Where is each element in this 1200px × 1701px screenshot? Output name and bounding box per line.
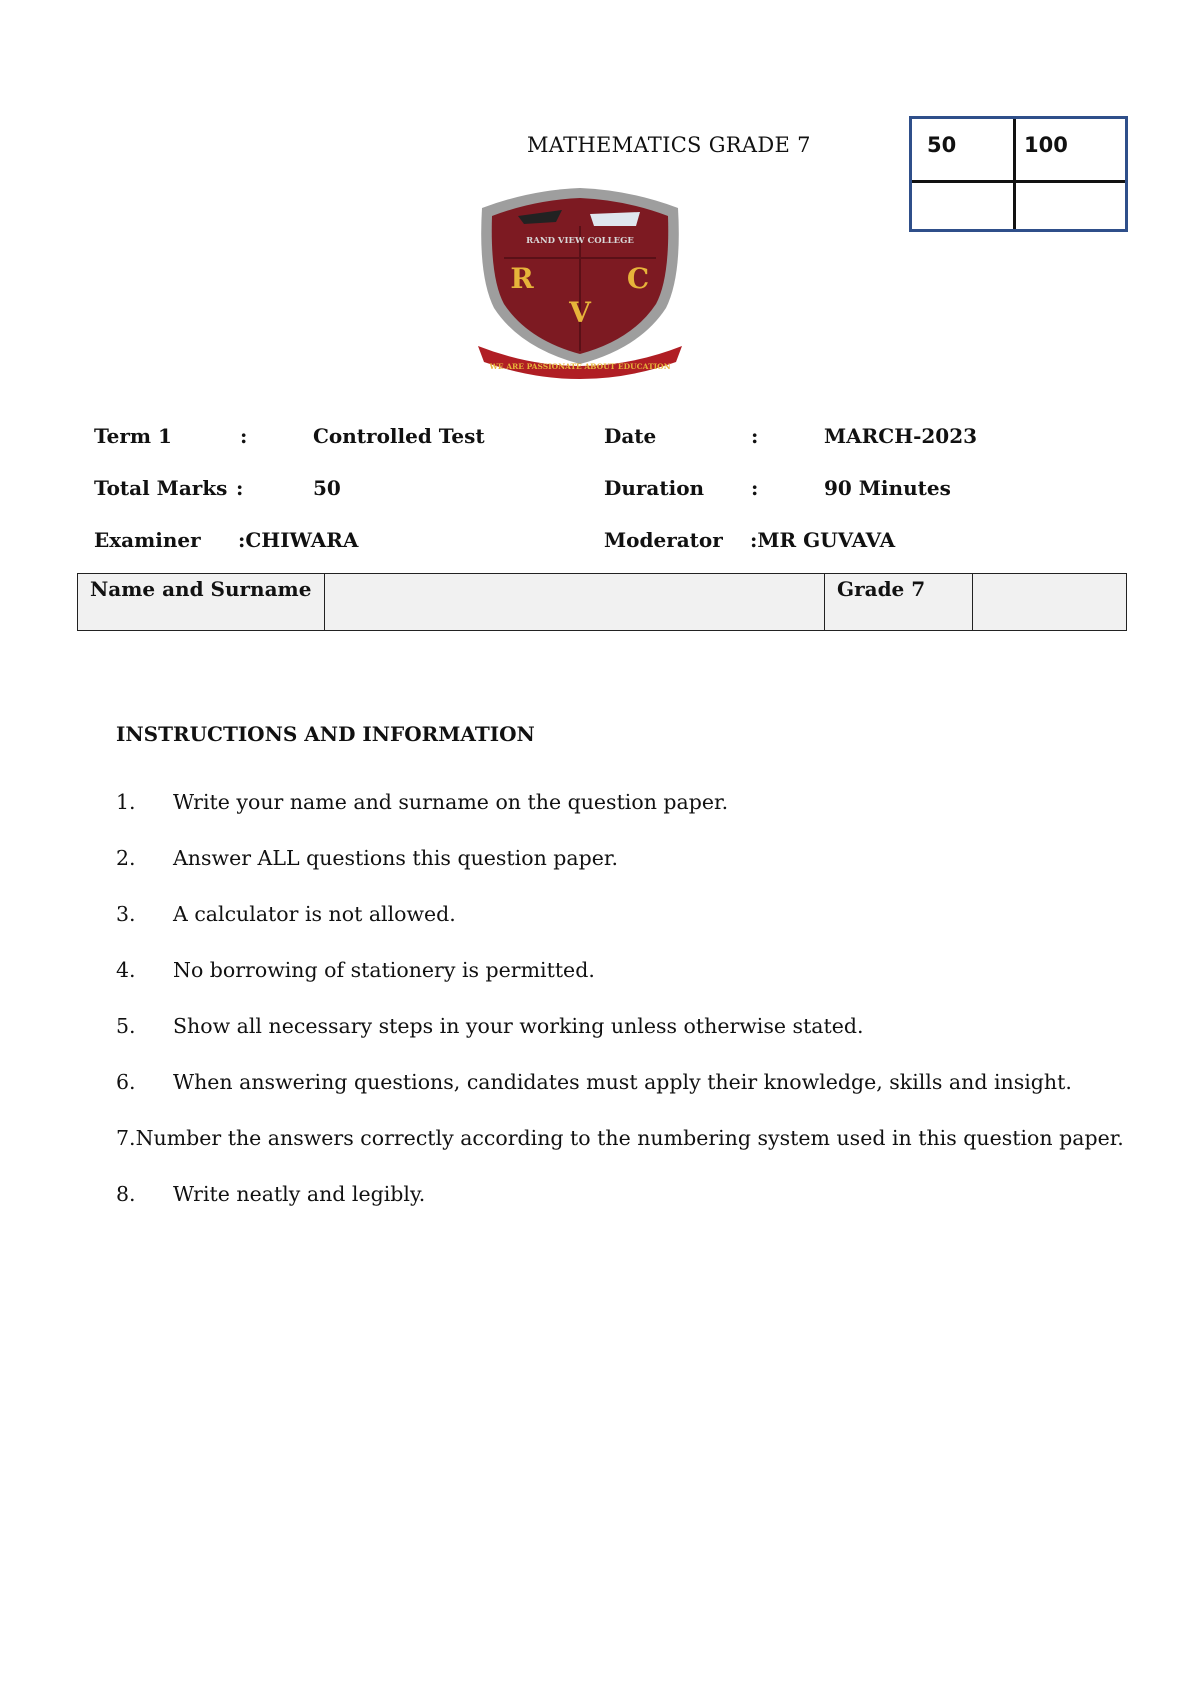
list-item [116, 902, 1116, 958]
examiner-value: :CHIWARA [238, 528, 359, 552]
item-text: A calculator is not allowed. [173, 902, 456, 926]
total-marks-colon: : [236, 476, 244, 500]
item-text: When answering questions, candidates must apply their knowledge, skills and insight. [173, 1070, 1072, 1094]
list-item [116, 1070, 1116, 1126]
total-marks-value: 50 [313, 476, 341, 500]
moderator-label: Moderator [604, 528, 723, 552]
grade-label: Grade 7 [825, 574, 973, 630]
moderator-value: :MR GUVAVA [750, 528, 896, 552]
marks-percent: 100 [1016, 119, 1125, 183]
school-crest-logo [470, 186, 690, 382]
item-number: 3. [116, 902, 136, 926]
name-surname-label: Name and Surname [78, 574, 325, 630]
item-number: 5. [116, 1014, 136, 1038]
list-item [116, 846, 1116, 902]
examiner-label: Examiner [94, 528, 201, 552]
page-title: MATHEMATICS GRADE 7 [527, 133, 811, 157]
list-item [116, 1126, 1124, 1182]
total-marks-label: Total Marks [94, 476, 228, 500]
marks-score-blank[interactable] [912, 183, 1016, 229]
item-number: 8. [116, 1182, 136, 1206]
term-label: Term 1 [94, 424, 172, 448]
term-colon: : [240, 424, 248, 448]
list-item [116, 790, 1116, 846]
grade-field[interactable] [973, 574, 1126, 630]
term-value: Controlled Test [313, 424, 485, 448]
marks-percent-blank[interactable] [1016, 183, 1125, 229]
instructions-heading: INSTRUCTIONS AND INFORMATION [116, 722, 535, 746]
list-item [116, 1182, 1116, 1238]
duration-colon: : [751, 476, 759, 500]
duration-label: Duration [604, 476, 705, 500]
crest-school-name: RAND VIEW COLLEGE [526, 236, 634, 246]
marks-total: 50 [912, 119, 1016, 183]
item-text: Number the answers correctly according to the numbering system used in this question paper. [135, 1126, 1124, 1150]
item-number: 1. [116, 790, 136, 814]
list-item [116, 958, 1116, 1014]
list-item [116, 1014, 1116, 1070]
item-text: Write neatly and legibly. [173, 1182, 426, 1206]
crest-letter-c: C [626, 262, 650, 295]
item-number: 4. [116, 958, 136, 982]
item-text: Answer ALL questions this question paper. [173, 846, 618, 870]
item-number: 6. [116, 1070, 136, 1094]
crest-motto: WE ARE PASSIONATE ABOUT EDUCATION [489, 362, 671, 371]
item-number: 2. [116, 846, 136, 870]
item-text: Write your name and surname on the question paper. [173, 790, 729, 814]
item-number: 7. [116, 1126, 136, 1150]
marks-box [909, 116, 1128, 232]
instructions-list [116, 790, 1124, 1238]
crest-letter-r: R [510, 262, 534, 295]
duration-value: 90 Minutes [824, 476, 951, 500]
student-details-table [77, 573, 1127, 631]
name-surname-field[interactable] [325, 574, 825, 630]
crest-letter-v: V [569, 296, 591, 329]
date-value: MARCH-2023 [824, 424, 978, 448]
date-colon: : [751, 424, 759, 448]
item-text: No borrowing of stationery is permitted. [173, 958, 595, 982]
date-label: Date [604, 424, 657, 448]
item-text: Show all necessary steps in your working unless otherwise stated. [173, 1014, 864, 1038]
